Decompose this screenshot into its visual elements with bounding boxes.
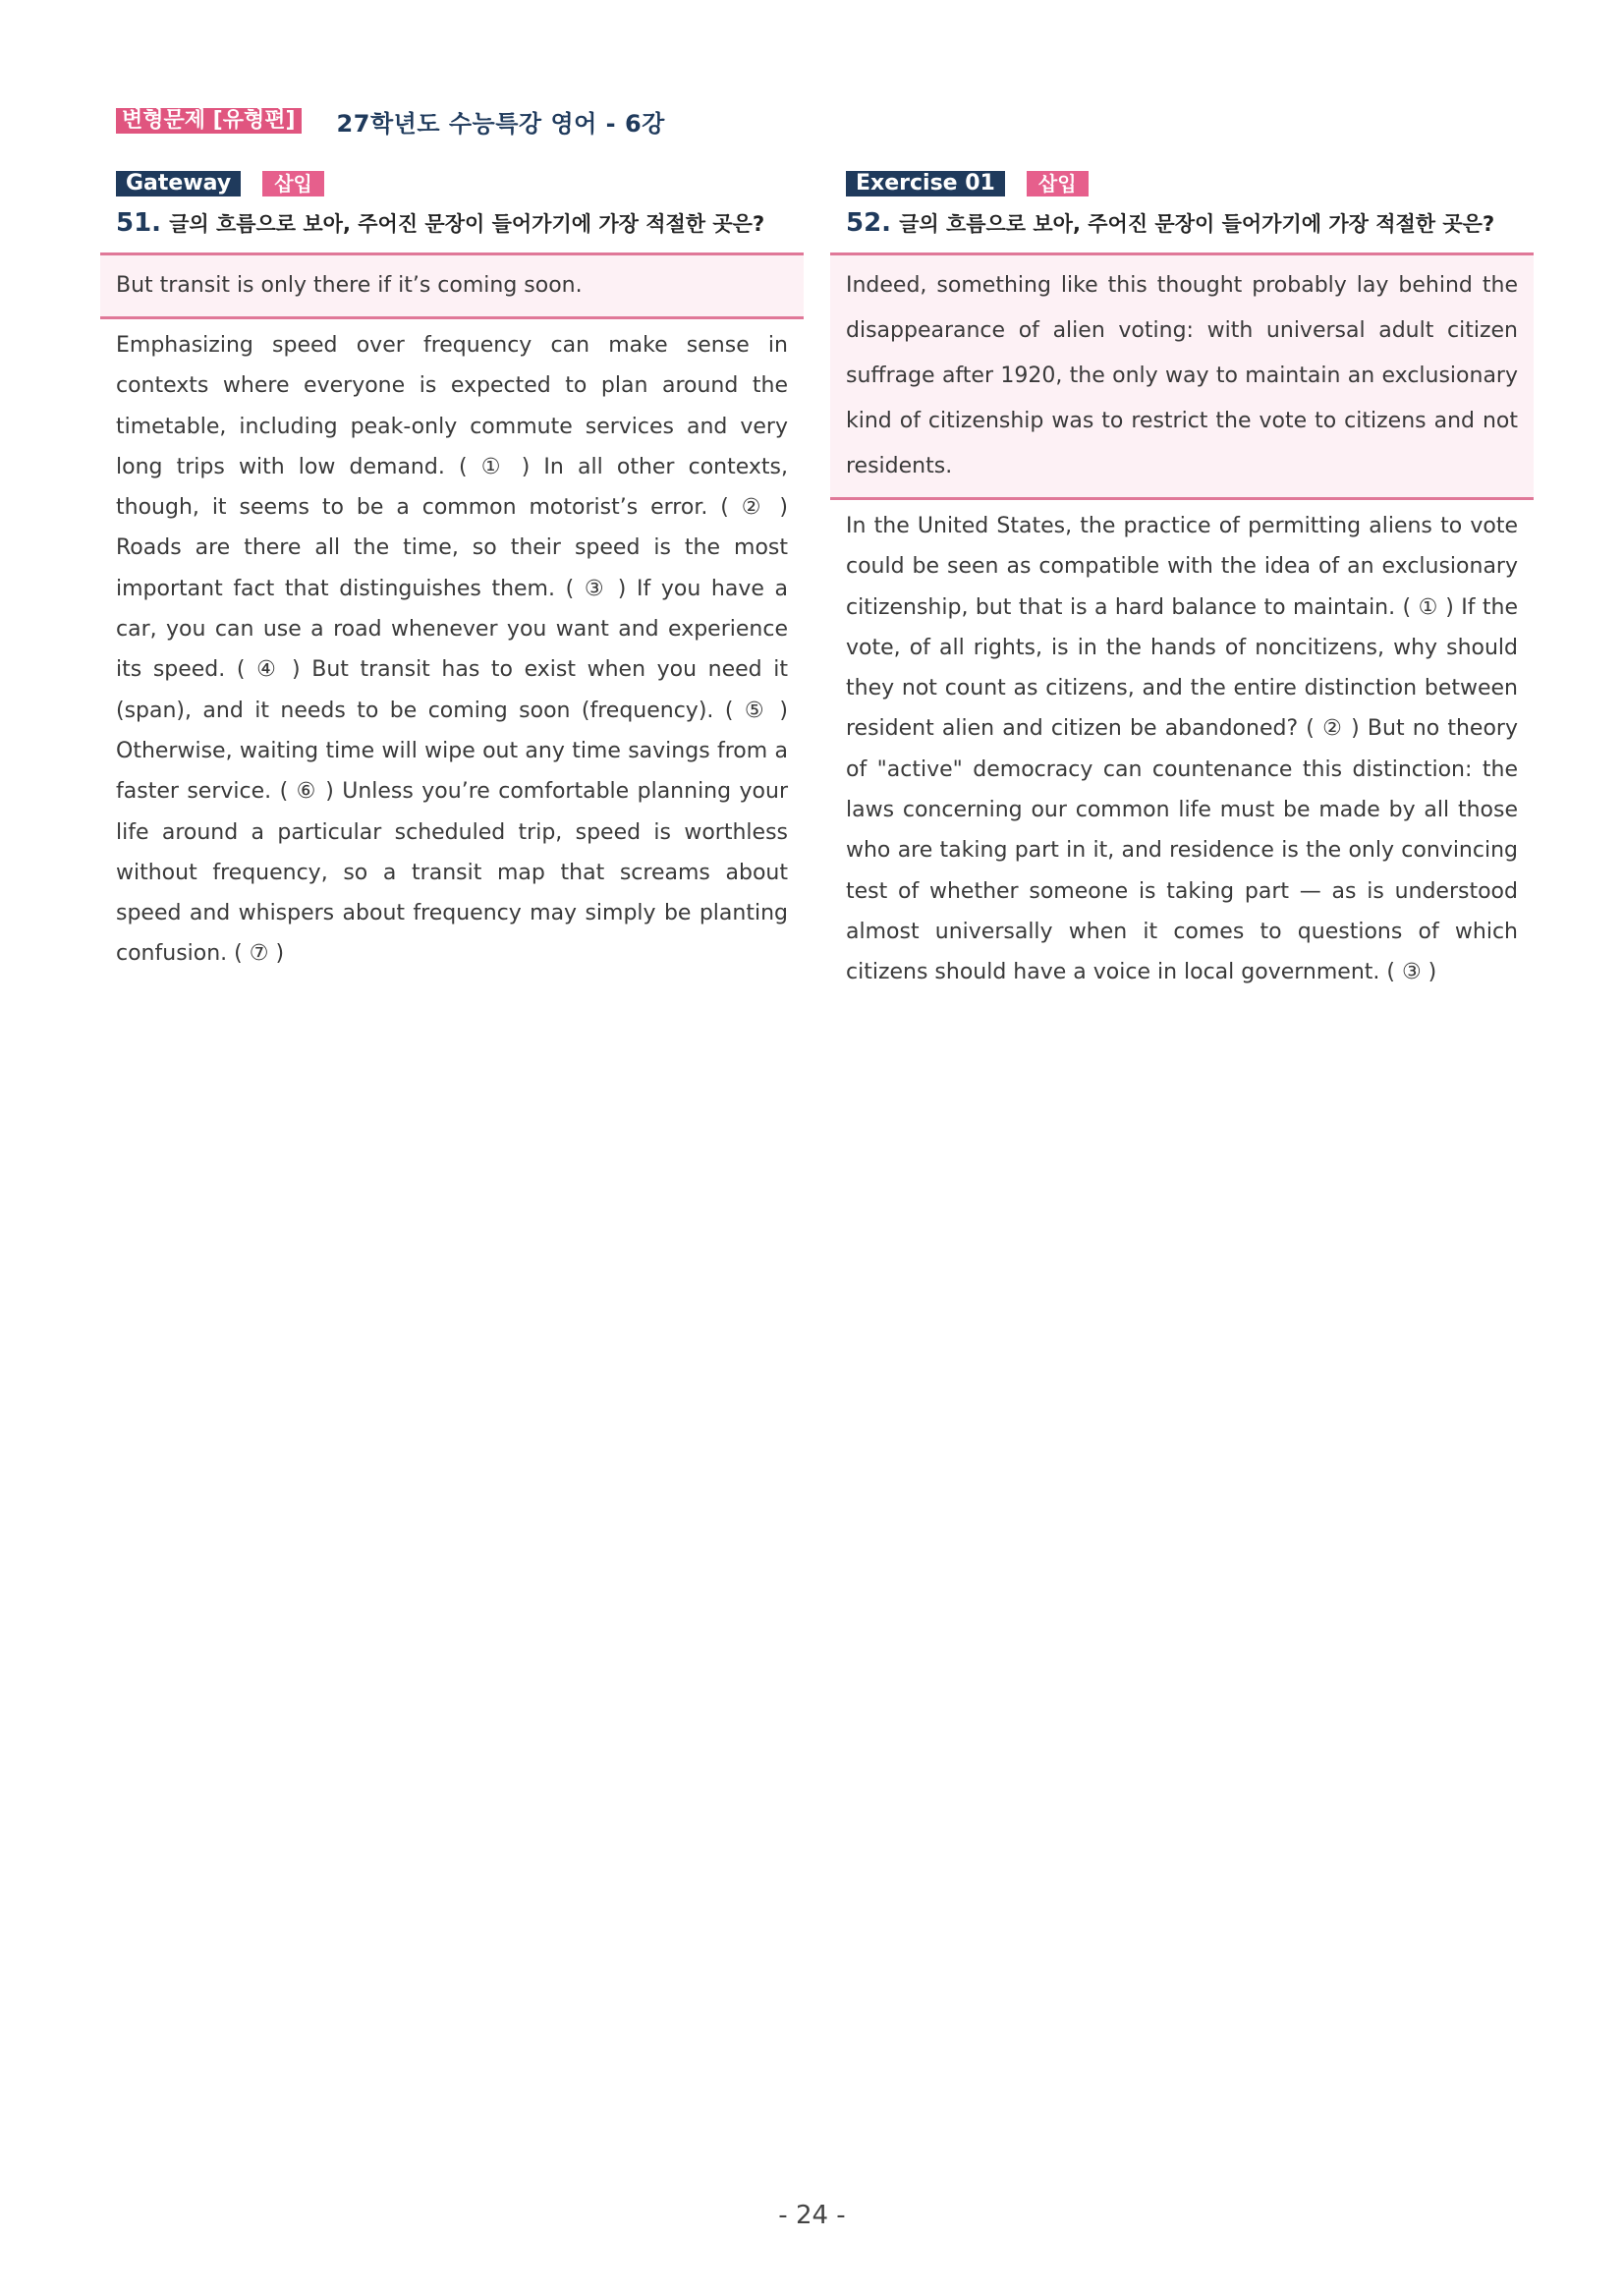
- question-text: 글의 흐름으로 보아, 주어진 문장이 들어가기에 가장 적절한 곳은?: [169, 212, 765, 236]
- question-labels: [116, 171, 804, 196]
- passage-text: In the United States, the practice of permitting aliens to vote could be seen as compatible with the idea of an exclusionary citizenship, but that is a hard balance to maintain. ( ① ) If the vote, of all rights, is in the hands of noncitizens, why should they not count as citizens, and the entire distinction between resident alien and citizen be abandoned? ( ② ) But no theory of "active" democracy can countenance this distinction: the laws concerning our common life must be made by all those who are taking part in it, and residence is the only convincing test of whether someone is taking part — as is understood almost universally when it comes to questions of which citizens should have a voice in local government. ( ③ ): [846, 514, 1518, 985]
- question-labels: [846, 171, 1534, 196]
- question-prompt: [846, 204, 1524, 243]
- given-sentence-box: Indeed, something like this thought probably lay behind the disappearance of alien voting: with universal adult citizen suffrage after 1920, the only way to maintain an exclusionary kind of citizenship was to restrict the vote to citizens and not residents.: [830, 252, 1534, 500]
- question-type-tag: 삽입: [262, 171, 324, 196]
- section-label: Exercise 01: [846, 171, 1005, 196]
- given-sentence-box: But transit is only there if it’s coming soon.: [100, 252, 804, 319]
- question-prompt: [116, 204, 794, 243]
- question-52-column: [830, 171, 1534, 993]
- page-header: [116, 106, 665, 136]
- section-label: Gateway: [116, 171, 241, 196]
- page-title: 27학년도 수능특강 영어 - 6강: [336, 109, 665, 138]
- passage-text: Emphasizing speed over frequency can make sense in contexts where everyone is expected to plan around the timetable, including peak-only commute services and very long trips with low demand. ( ① ) In all other contexts, though, it seems to be a common motorist’s error. ( ② ) Roads are there all the time, so their speed is the most important fact that distinguishes them. ( ③ ) If you have a car, you can use a road whenever you want and experience its speed. ( ④ ) But transit has to exist when you need it (span), and it needs to be coming soon (frequency). ( ⑤ ) Otherwise, waiting time will wipe out any time savings from a faster service. ( ⑥ ) Unless you’re comfortable planning your life around a particular scheduled trip, speed is worthless without frequency, so a transit map that screams about speed and whispers about frequency may simply be planting confusion. ( ⑦ ): [116, 333, 788, 967]
- question-number: 51.: [116, 208, 162, 238]
- page-number: - 24 -: [778, 2201, 846, 2230]
- question-type-tag: 삽입: [1027, 171, 1089, 196]
- question-number: 52.: [846, 208, 892, 238]
- question-51-column: [100, 171, 804, 975]
- question-text: 글의 흐름으로 보아, 주어진 문장이 들어가기에 가장 적절한 곳은?: [899, 212, 1495, 236]
- worksheet-type-tag: 변형문제 [유형편]: [116, 108, 302, 134]
